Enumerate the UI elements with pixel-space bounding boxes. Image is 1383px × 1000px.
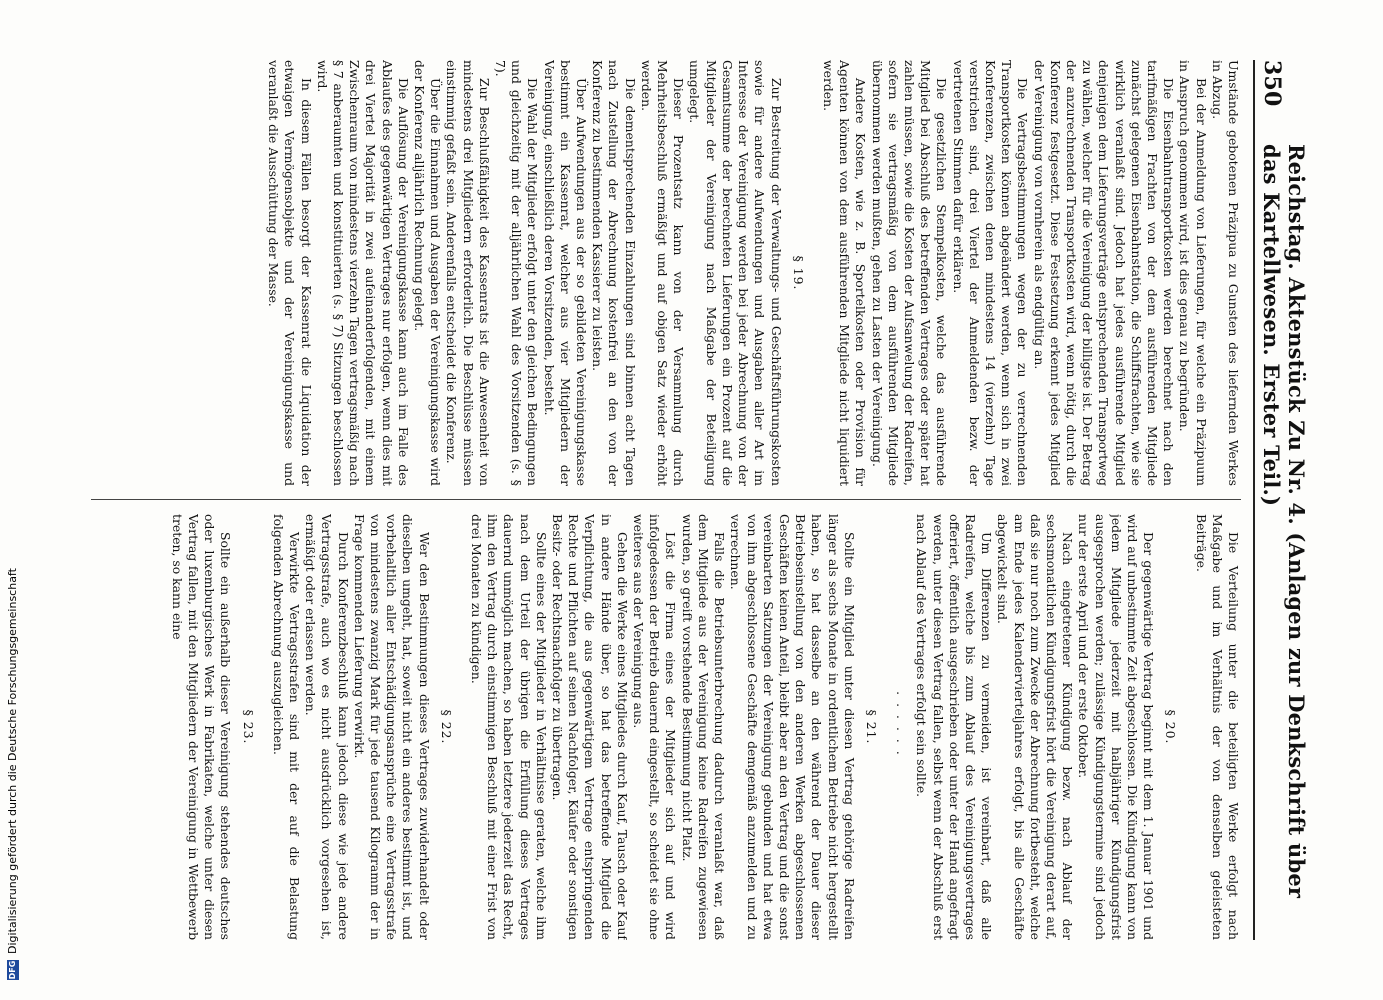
left-column xyxy=(91,60,1241,486)
paragraph: Über Aufwendungen aus der so gebildeten Vereinigungskasse bestimmt ein Kassenrat, welcher aus vier Mitgliedern der Vereinigung, einschließlich deren Vorsitzenden, besteht. xyxy=(541,60,590,486)
paragraph: Verwirkte Vertragsstrafen sind mit der auf die Belastung folgenden Abrechnung auszugleichen. xyxy=(270,514,303,940)
paragraph: Durch Konferenzbeschluß kann jedoch diese wie jede andere Vertragsstrafe, auch wo es nicht ausdrücklich vorgesehen ist, ermäßigt oder erlassen werden. xyxy=(303,514,351,940)
paragraph: Sollte ein Mitglied unter diesen Vertrag gehörige Radreifen länger als sechs Monate in ordentlichem Betriebe nicht hergestellt haben, so hat dasselbe an den während der Dauer dieser Betriebseinstellung von den anderen Werken abgeschlossenen Geschäften keinen Anteil, bleibt aber an den Vertrag und die sonst vereinbarten Satzungen der Vereinigung gebunden und hat etwa von ihm abgeschlossene Geschäfte demgemäß anzumelden und zu verrechnen. xyxy=(728,514,857,940)
ellipsis-separator: ...... xyxy=(894,691,910,763)
paragraph: Die dementsprechenden Einzahlungen sind binnen acht Tagen nach Zustellung der Abrechnung kostenfrei an den von der Konferenz zu bestimmenden Kassierer zu leisten. xyxy=(590,60,638,486)
column-divider xyxy=(91,499,1241,500)
page-title: Reichstag. Aktenstück Zu Nr. 4. (Anlagen zur Denkschrift über das Kartellwesen. Erster Teil.) xyxy=(1259,143,1309,899)
paragraph: Die Verteilung unter die beteiligten Werke erfolgt nach Maßgabe und im Verhältnis der von denselben geleisteten Beiträge. xyxy=(1193,514,1241,940)
credit-text: Digitalisierung gefördert durch die Deutsche Forschungsgemeinschaft xyxy=(6,568,19,954)
paragraph: Die Eisenbahntransportkosten werden berechnet nach den tarifmäßigen Frachten von der dem ausführenden Mitgliede zunächst gelegenen Eisenbahnstation, die Schiffsfrachten, wie sie wirklich veranlaßt sind. Jedoch hat jedes ausführende Mitglied denjenigen dem Lieferungsverträge entsprechenden Transportweg zu wählen, welcher für die Vereinigung der billigste ist. Der Betrag der anzurechnenden Transportkosten wird, wenn nötig, durch die Konferenz festgesetzt. Diese Festsetzung erkennt jedes Mitglied der Vereinigung von vornherein als endgültig an. xyxy=(1031,60,1177,486)
section-heading: § 21. xyxy=(863,709,879,745)
paragraph: Die gesetzlichen Stempelkosten, welche das ausführende Mitglied bei Abschluß des betreffenden Vertrages oder später hat zahlen müssen, sowie die Kosten der Aufsanwelung der Radreifen, sofern sie vertragsmäßig von dem ausführenden Mitgliede übernommen werden mußten, gehen zu Lasten der Vereinigung. xyxy=(869,60,950,486)
paragraph: Die Vertragsbestimmungen wegen der zu verrechnenden Transportkosten können abgeändert werden, wenn sich in zwei Konferenzen, zwischen denen mindestens 14 (vierzehn) Tage verstrichen sind, drei Viertel der Anmeldenden bezw. der vertretenen Stimmen dafür erklären. xyxy=(950,60,1031,486)
paragraph: Nach eingetretener Kündigung bezw. nach Ablauf der sechsmonatlichen Kündigungsfrist hört die Vereinigung derart auf, daß sie nur noch zum Zwecke der Abrechnung fortbesteht, welche am Ende jedes Kalendervierteljahres erfolgt, bis alle Geschäfte abgewickelt sind. xyxy=(995,514,1076,940)
paragraph: Die Auflösung der Vereinigungskasse kann auch im Falle des Ablaufes des gegenwärtigen Vertrages nur erfolgen, wenn dies mit drei Viertel Majorität in zwei aufeinanderfolgenden, mit einem Zwischenraum von mindestens vierzehn Tagen vertragsmäßig nach § 7 anberaumten und konstituierten (s. § 7) Sitzungen beschlossen wird. xyxy=(314,60,411,486)
dfg-logo-icon: DFG xyxy=(7,960,17,980)
paragraph: Dieser Prozentsatz kann von der Versammlung durch Mehrheitsbeschluß ermäßigt und auf obigen Satz wieder erhöht werden. xyxy=(638,60,687,486)
section-heading: § 20. xyxy=(1163,709,1179,745)
page-number: 350 xyxy=(1259,60,1285,107)
paragraph: Löst die Firma eines der Mitglieder sich auf und wird infolgedessen der Betrieb dauernd eingestellt, so scheidet sie ohne weiteres aus der Vereinigung aus. xyxy=(631,514,679,940)
paragraph: Zur Bestreitung der Verwaltungs- und Geschäftsführungskosten sowie für andere Aufwendungen und Ausgaben aller Art im Interesse der Vereinigung werden bei jeder Abrechnung von der Gesamtsumme der berechneten Lieferungen ein Prozent auf die Mitglieder der Vereinigung nach Maßgabe der Beteiligung umgelegt. xyxy=(687,60,784,486)
paragraph: Sollte eines der Mitglieder in Verhältnisse geraten, welche ihm nach dem Urteil der übrigen die Erfüllung dieses Vertrages dauernd unmöglich machen, so haben letztere jederzeit das Recht, ihm den Vertrag durch einstimmigen Beschluß mit einer Frist von drei Monaten zu kündigen. xyxy=(469,514,549,940)
paragraph: Zur Beschlußfähigkeit des Kassenrats ist die Anwesenheit von mindestens drei Mitgliedern erforderlich. Die Beschlüsse müssen einstimmig gefaßt sein. Anderenfalls entscheidet die Konferenz. xyxy=(444,60,492,486)
page-header xyxy=(1253,60,1309,940)
paragraph: Umstände gebotenen Präzipua zu Gunsten des liefernden Werkes in Abzug. xyxy=(1209,60,1241,486)
paragraph: Über die Einnahmen und Ausgaben der Vereinigungskasse wird der Konferenz alljährlich Rechnung gelegt. xyxy=(412,60,444,486)
paragraph: Bei der Anmeldung von Lieferungen, für welche ein Präzipuum in Anspruch genommen wird, ist dies genau zu begründen. xyxy=(1177,60,1209,486)
digitization-credit xyxy=(6,568,19,980)
paragraph: Falls die Betriebsunterbrechung dadurch veranlaßt war, daß dem Mitgliede aus der Vereinigung keine Radreifen zugewiesen wurden, so greift vorstehende Bestimmung nicht Platz. xyxy=(679,514,728,940)
page-content xyxy=(88,60,1309,940)
section-heading: § 19. xyxy=(790,255,806,291)
paragraph: Wer den Bestimmungen dieses Vertrages zuwiderhandelt oder dieselben umgeht, hat, soweit nicht ein anderes bestimmt ist, und vorbehaltlich aller Entschädigungsansprüche eine Vertragsstrafe von mindestens zwanzig Mark für jede tausend Kilogramm der in Frage kommenden Lieferung verwirkt. xyxy=(351,514,432,940)
paragraph: Andere Kosten, wie z. B. Sportelkosten oder Provision für Agenten können von dem ausführenden Mitgliede nicht liquidiert werden. xyxy=(820,60,869,486)
paragraph: Um Differenzen zu vermeiden, ist vereinbart, daß alle Radreifen, welche bis zum Ablauf des Vereinigungsvertrages offeriert, öffentlich ausgeschrieben oder unter der Hand angefragt werden, unter diesen Vertrag fallen, selbst wenn der Abschluß erst nach Ablauf des Vertrages erfolgt sein sollte. xyxy=(914,514,995,940)
paragraph: Der gegenwärtige Vertrag beginnt mit dem 1. Januar 1901 und wird auf unbestimmte Zeit abgeschlossen. Die Kündigung kann von jedem Mitgliede jederzeit mit halbjähriger Kündigungsfrist ausgesprochen werden; zulässige Kündigungstermine sind jedoch nur der erste April und der erste Oktober. xyxy=(1076,514,1157,940)
section-heading: § 22. xyxy=(438,709,454,745)
paragraph: In diesem Fällen besorgt der Kassenrat die Liquidation der etwaigen Vermögensobjekte und der Vereinigungskasse und veranlaßt die Ausschüttung der Masse. xyxy=(266,60,314,486)
section-heading: § 23. xyxy=(240,709,256,745)
paragraph: Die Wahl der Mitglieder erfolgt unter den gleichen Bedingungen und gleichzeitig mit der alljährlichen Wahl des Vorsitzenden (s. § 7). xyxy=(493,60,541,486)
right-column xyxy=(91,514,1241,940)
paragraph: Gehen die Werke eines Mitgliedes durch Kauf, Tausch oder Kauf in andere Hände über, so hat das betreffende Mitglied die Verpflichtung, die aus gegenwärtigem Vertrage entspringenden Rechte und Pflichten auf seinen Nachfolger, Käufer oder sonstigen Besitz- oder Rechtsnachfolger zu übertragen. xyxy=(550,514,630,940)
paragraph: Sollte ein außerhalb dieser Vereinigung stehendes deutsches oder luxemburgisches Werk in Fabrikaten, welche unter diesen Vertrag fallen, mit den Mitgliedern der Vereinigung in Wettbewerb treten, so kann eine xyxy=(169,514,234,940)
